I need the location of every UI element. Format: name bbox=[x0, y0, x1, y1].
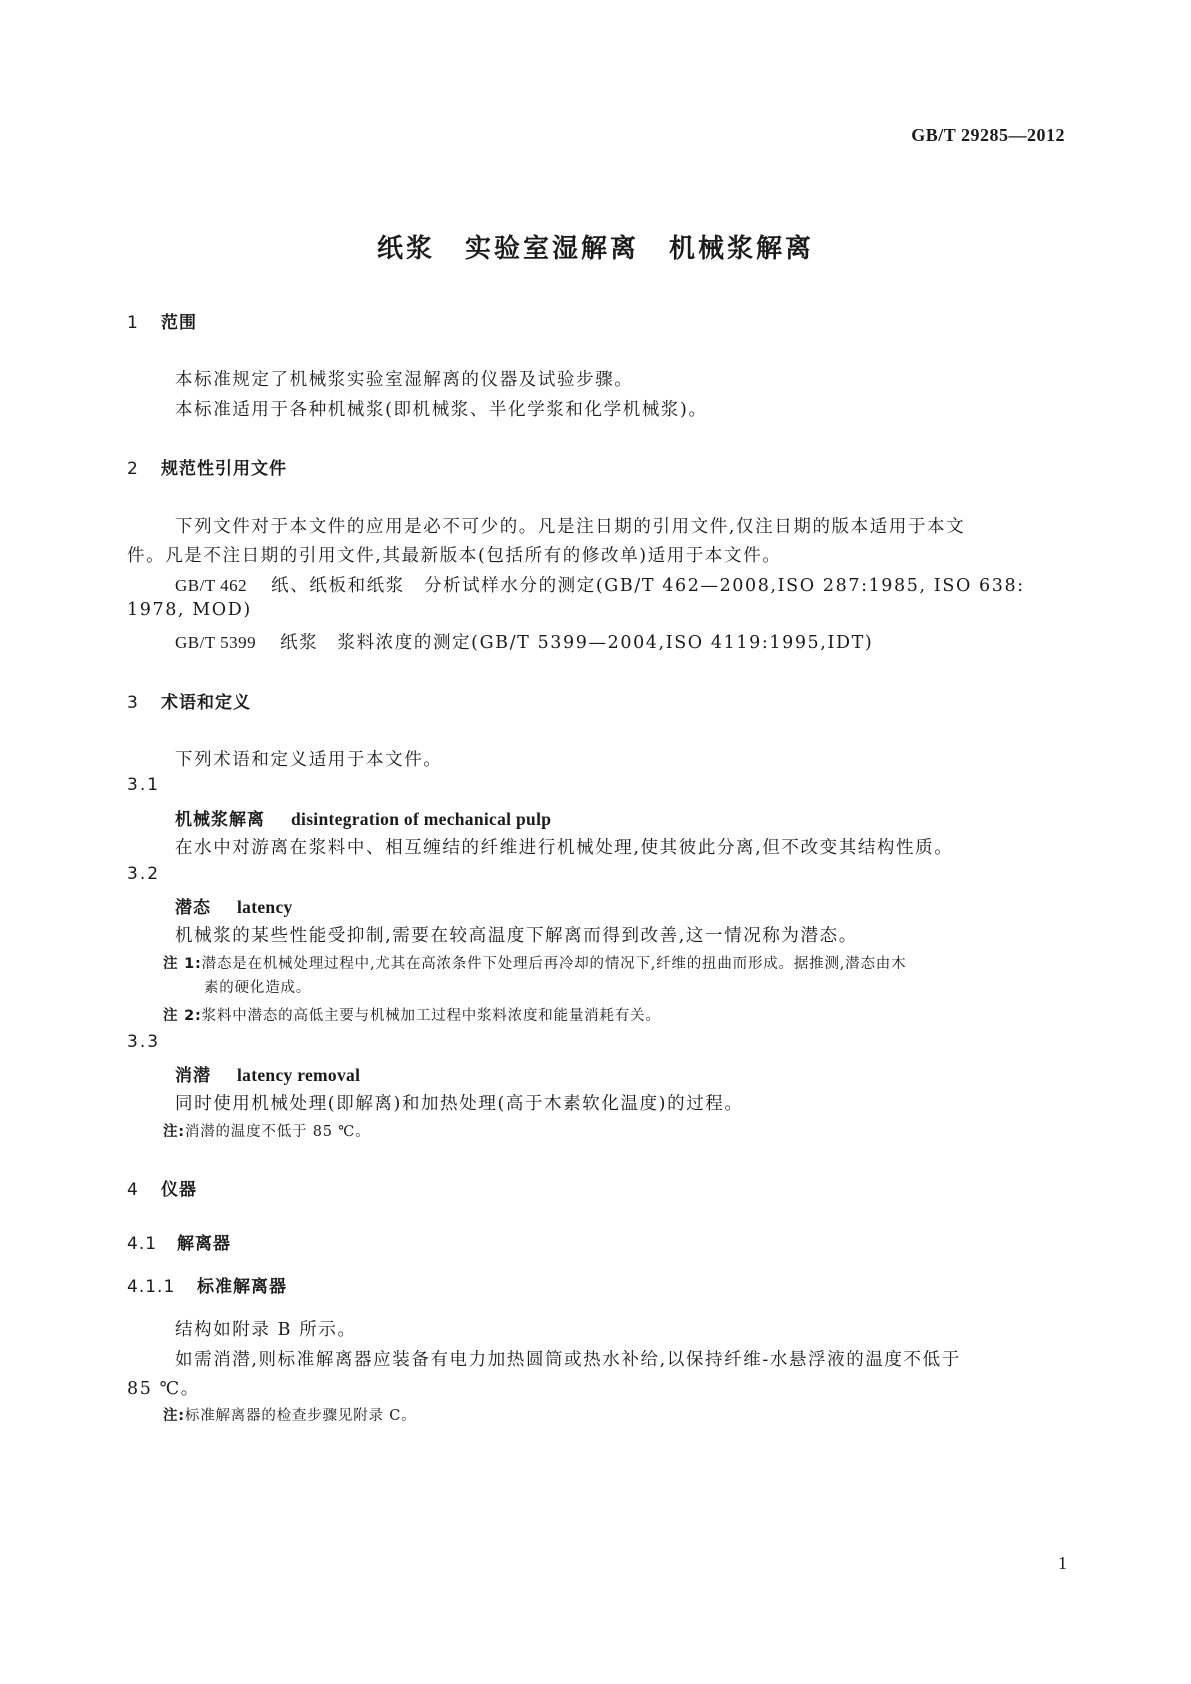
note bbox=[163, 1120, 371, 1141]
note bbox=[163, 1404, 416, 1425]
term-english: latency removal bbox=[237, 1065, 361, 1085]
normative-reference bbox=[175, 572, 1025, 597]
section-title: 解离器 bbox=[177, 1234, 231, 1254]
note-label: 注 1: bbox=[163, 956, 202, 972]
section-number: 1 bbox=[127, 313, 139, 333]
term-chinese: 机械浆解离 bbox=[175, 810, 265, 830]
page-number: 1 bbox=[1058, 1553, 1067, 1573]
paragraph: 本标准适用于各种机械浆(即机械浆、半化学浆和化学机械浆)。 bbox=[175, 400, 708, 420]
section-title: 仪器 bbox=[161, 1180, 197, 1200]
reference-code: GB/T 5399 bbox=[175, 633, 257, 652]
term-number: 3.2 bbox=[127, 864, 161, 884]
note bbox=[163, 1004, 661, 1025]
title-part-3: 机械浆解离 bbox=[669, 234, 815, 264]
term-definition: 同时使用机械处理(即解离)和加热处理(高于木素软化温度)的过程。 bbox=[175, 1094, 744, 1114]
note-label: 注: bbox=[163, 1124, 185, 1140]
note-label: 注 2: bbox=[163, 1008, 202, 1024]
standard-number: GB/T 29285—2012 bbox=[911, 125, 1065, 145]
section-number: 4 bbox=[127, 1180, 139, 1200]
term-entry bbox=[175, 893, 293, 918]
term-number: 3.3 bbox=[127, 1032, 161, 1052]
section-number: 3 bbox=[127, 693, 139, 713]
reference-code: GB/T 462 bbox=[175, 576, 248, 595]
section-1-heading bbox=[127, 308, 197, 333]
section-4-heading bbox=[127, 1175, 197, 1200]
term-chinese: 消潜 bbox=[175, 1066, 211, 1086]
paragraph: 本标准规定了机械浆实验室湿解离的仪器及试验步骤。 bbox=[175, 370, 634, 390]
term-definition: 在水中对游离在浆料中、相互缠结的纤维进行机械处理,使其彼此分离,但不改变其结构性质。 bbox=[175, 838, 954, 858]
note-text: 潜态是在机械处理过程中,尤其在高浓条件下处理后再冷却的情况下,纤维的扭曲而形成。据推测,潜态由木 bbox=[201, 956, 907, 972]
subsection-4-1-heading bbox=[127, 1229, 231, 1254]
note-text: 浆料中潜态的高低主要与机械加工过程中浆料浓度和能量消耗有关。 bbox=[201, 1008, 661, 1024]
subsection-4-1-1-heading bbox=[127, 1272, 287, 1297]
reference-continuation: 1978, MOD) bbox=[127, 600, 252, 620]
paragraph-continuation: 件。凡是不注日期的引用文件,其最新版本(包括所有的修改单)适用于本文件。 bbox=[127, 546, 782, 566]
section-number: 4.1 bbox=[127, 1234, 158, 1254]
paragraph: 如需消潜,则标准解离器应装备有电力加热圆筒或热水补给,以保持纤维-水悬浮液的温度不低于 bbox=[175, 1350, 961, 1370]
note-text: 标准解离器的检查步骤见附录 C。 bbox=[184, 1408, 417, 1424]
term-english: disintegration of mechanical pulp bbox=[291, 809, 552, 829]
term-chinese: 潜态 bbox=[175, 898, 211, 918]
section-title: 标准解离器 bbox=[197, 1277, 287, 1297]
note-text: 消潜的温度不低于 85 ℃。 bbox=[184, 1124, 371, 1140]
section-number: 4.1.1 bbox=[127, 1277, 176, 1297]
note-label: 注: bbox=[163, 1408, 185, 1424]
paragraph: 下列文件对于本文件的应用是必不可少的。凡是注日期的引用文件,仅注日期的版本适用于本文 bbox=[175, 517, 966, 537]
reference-title: 纸浆 浆料浓度的测定(GB/T 5399—2004,ISO 4119:1995,IDT) bbox=[280, 633, 874, 653]
term-entry bbox=[175, 1061, 360, 1086]
paragraph: 下列术语和定义适用于本文件。 bbox=[175, 750, 443, 770]
section-3-heading bbox=[127, 688, 251, 713]
note-continuation: 素的硬化造成。 bbox=[204, 980, 312, 996]
section-2-heading bbox=[127, 454, 287, 479]
term-english: latency bbox=[237, 897, 293, 917]
paragraph-continuation: 85 ℃。 bbox=[127, 1379, 200, 1399]
term-definition: 机械浆的某些性能受抑制,需要在较高温度下解离而得到改善,这一情况称为潜态。 bbox=[175, 926, 858, 946]
title-part-2: 实验室湿解离 bbox=[464, 234, 639, 264]
section-title: 范围 bbox=[161, 313, 197, 333]
note bbox=[163, 952, 906, 973]
normative-reference bbox=[175, 629, 873, 654]
section-title: 术语和定义 bbox=[161, 693, 251, 713]
term-entry bbox=[175, 805, 551, 830]
paragraph: 结构如附录 B 所示。 bbox=[175, 1320, 357, 1340]
section-number: 2 bbox=[127, 459, 139, 479]
section-title: 规范性引用文件 bbox=[161, 459, 287, 479]
reference-title: 纸、纸板和纸浆 分析试样水分的测定(GB/T 462—2008,ISO 287:1985, ISO 638: bbox=[271, 576, 1025, 596]
title-part-1: 纸浆 bbox=[376, 234, 435, 264]
term-number: 3.1 bbox=[127, 775, 161, 795]
document-title bbox=[0, 228, 1191, 265]
